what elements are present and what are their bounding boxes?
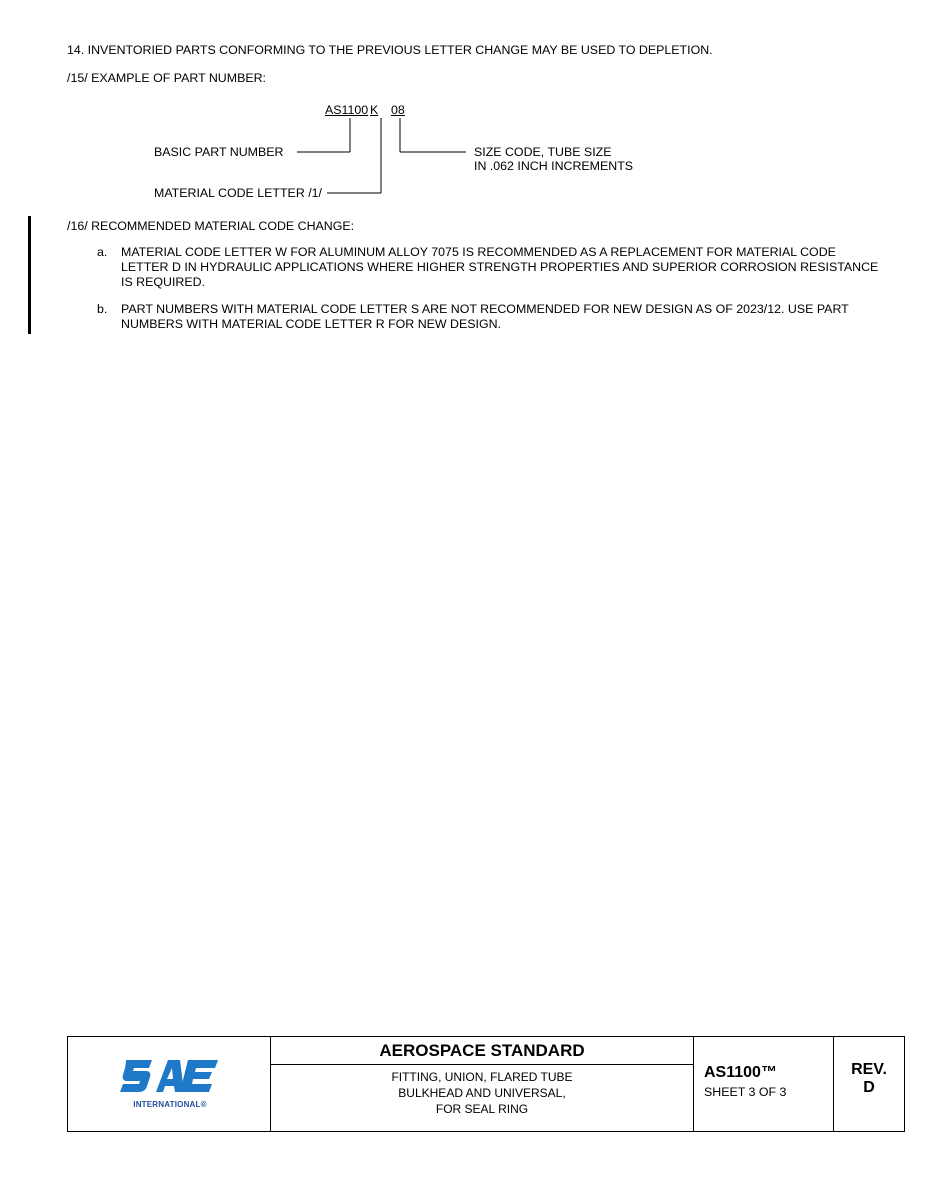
note-16-item-a <box>97 245 887 293</box>
material-code-letter-label: MATERIAL CODE LETTER /1/ <box>154 186 322 200</box>
title-line-2: BULKHEAD AND UNIVERSAL, <box>398 1086 566 1100</box>
note-16-item-b <box>97 302 887 334</box>
standard-heading: AEROSPACE STANDARD <box>271 1037 693 1065</box>
note-16-item-a-text: MATERIAL CODE LETTER W FOR ALUMINUM ALLOY 7075 IS RECOMMENDED AS A REPLACEMENT FOR MATERIAL CODE LETTER D IN HYDRAULIC APPLICATIONS WHERE HIGHER STRENGTH PROPERTIES AND SUPERIOR CORROSION RESISTANCE IS REQUIRED. <box>121 245 879 289</box>
note-16-heading: /16/ RECOMMENDED MATERIAL CODE CHANGE: <box>67 219 355 233</box>
sae-logo-tagline: INTERNATIONAL® <box>133 1100 207 1109</box>
document-number: AS1100™ <box>704 1064 777 1081</box>
title-block-logo-cell <box>68 1037 271 1131</box>
note-16-item-a-marker: a. <box>97 245 108 259</box>
sheet-number: SHEET 3 OF 3 <box>704 1085 787 1099</box>
revision-value: D <box>863 1079 875 1096</box>
basic-part-number-label: BASIC PART NUMBER <box>154 145 284 159</box>
note-15-heading: /15/ EXAMPLE OF PART NUMBER: <box>67 71 266 85</box>
note-16-item-b-marker: b. <box>97 302 108 316</box>
note-16-item-b-text: PART NUMBERS WITH MATERIAL CODE LETTER S ARE NOT RECOMMENDED FOR NEW DESIGN AS OF 2023/12. USE PART NUMBERS WITH MATERIAL CODE LETTER R FOR NEW DESIGN. <box>121 302 849 331</box>
sae-logo-mark <box>118 1054 222 1100</box>
title-block-doc-cell <box>694 1037 834 1131</box>
note-14: 14. INVENTORIED PARTS CONFORMING TO THE PREVIOUS LETTER CHANGE MAY BE USED TO DEPLETION. <box>67 43 713 57</box>
size-code-label-line1: SIZE CODE, TUBE SIZE <box>474 145 612 159</box>
revision-label: REV. <box>851 1061 887 1078</box>
revision-change-bar <box>28 216 31 334</box>
sae-logo <box>118 1054 222 1114</box>
title-block-rev-cell <box>834 1037 904 1131</box>
title-line-3: FOR SEAL RING <box>435 1102 529 1116</box>
title-line-1: FITTING, UNION, FLARED TUBE <box>391 1070 573 1084</box>
title-block <box>67 1036 905 1132</box>
size-code-label-line2: IN .062 INCH INCREMENTS <box>474 159 634 173</box>
part-number-size: 08 <box>391 103 405 117</box>
title-block-title-cell <box>271 1037 694 1131</box>
part-number-material: K <box>370 103 379 117</box>
part-number-basic: AS1100 <box>325 103 369 117</box>
